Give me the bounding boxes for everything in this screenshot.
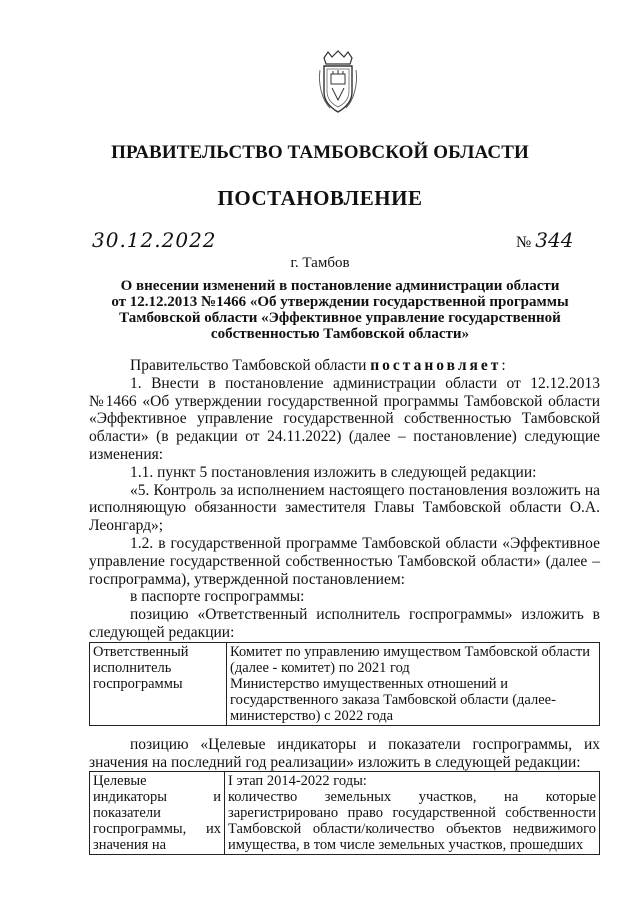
table-cell-value: [227, 642, 600, 725]
intro-suffix: :: [501, 357, 506, 374]
table-cell-label: Ответственный исполнитель госпрограммы: [90, 642, 227, 725]
subject-line: Тамбовской области «Эффективное управление государственной: [119, 310, 561, 326]
cell-line: Министерство имущественных отношений и государственного заказа Тамбовской области (далее- министерство) с 2022 года: [230, 675, 556, 724]
paragraph-passport: в паспорте госпрограммы:: [130, 588, 305, 606]
number-label: №: [516, 234, 532, 251]
table-cell-value: [225, 772, 600, 855]
handwritten-date: 30.12.2022: [92, 228, 217, 252]
city: г. Тамбов: [290, 255, 350, 271]
coat-of-arms-icon: [318, 50, 358, 114]
cell-line: I этап 2014-2022 годы:: [228, 773, 367, 790]
subject-line: собственностью Тамбовской области»: [210, 326, 470, 342]
document-body: [89, 357, 600, 855]
organization-title: ПРАВИТЕЛЬСТВО ТАМБОВСКОЙ ОБЛАСТИ: [111, 142, 529, 163]
paragraph-position-2: позицию «Целевые индикаторы и показатели госпрограммы, их значения на последний год реализации» изложить в следующей редакции:: [89, 735, 600, 771]
subject-line: О внесении изменений в постановление администрации области: [120, 278, 560, 294]
paragraph-1-1: 1.1. пункт 5 постановления изложить в следующей редакции:: [130, 463, 537, 481]
cell-line: количество земельных участков, на которые зарегистрировано право государственной собственности Тамбовской области/количество объектов недвижимого имущества, в том числе земельных участков, прошедших: [228, 789, 596, 854]
intro-verb: постановляет: [370, 357, 502, 374]
intro-paragraph: [89, 357, 600, 375]
handwritten-number: 344: [535, 228, 574, 252]
table-row: [90, 642, 600, 725]
paragraph-1: 1. Внести в постановление администрации области от 12.12.2013 №1466 «Об утверждении государственной программы Тамбовской области «Эффективное управление государственной собственностью Тамбовской области» (в редакции от 24.11.2022) (далее – постановление) следующие изменения:: [89, 374, 600, 463]
table-responsible-executor: [89, 642, 600, 726]
cell-line: Комитет по управлению имуществом Тамбовской области (далее - комитет) по 2021 год: [230, 643, 591, 676]
document-type-title: ПОСТАНОВЛЕНИЕ: [217, 186, 423, 210]
document-subject: [100, 278, 580, 342]
table-cell-label: Целевые индикаторы и показатели госпрограммы, их значения на: [90, 772, 225, 855]
subject-line: от 12.12.2013 №1466 «Об утверждении государственной программы: [111, 294, 569, 310]
document-number: [516, 228, 573, 252]
paragraph-1-2: 1.2. в государственной программе Тамбовской области «Эффективное управление государственной собственностью Тамбовской области» (далее – госпрограмма), утвержденной постановлением:: [89, 534, 600, 588]
paragraph-position-1: позицию «Ответственный исполнитель госпрограммы» изложить в следующей редакции:: [89, 606, 600, 641]
table-target-indicators: [89, 771, 600, 855]
table-row: [90, 772, 600, 855]
intro-prefix: Правительство Тамбовской области: [130, 357, 371, 374]
paragraph-1-1-quote: «5. Контроль за исполнением настоящего постановления возложить на исполняющую обязанности заместителя Главы Тамбовской области О.А. Леонгард»;: [89, 481, 600, 535]
